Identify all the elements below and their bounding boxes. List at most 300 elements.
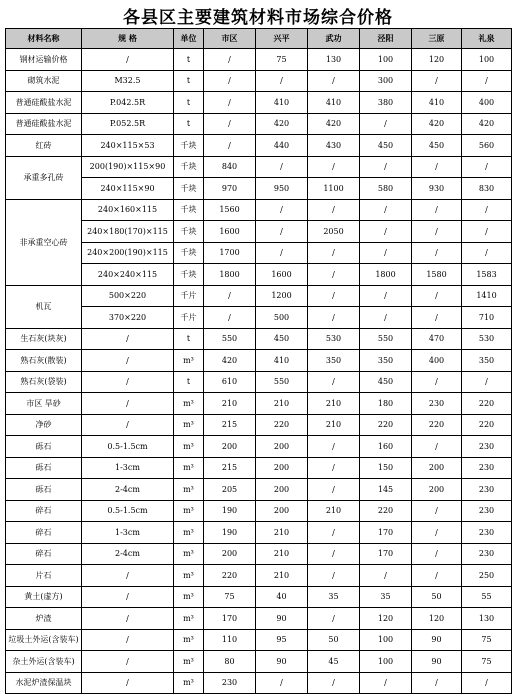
- price-cell: 90: [412, 651, 462, 673]
- unit-cell: m³: [174, 651, 204, 673]
- unit-cell: m³: [174, 608, 204, 630]
- column-header: 兴平: [256, 29, 308, 49]
- price-cell: 90: [256, 651, 308, 673]
- price-cell: /: [462, 242, 512, 264]
- price-cell: /: [462, 221, 512, 243]
- price-cell: 200: [204, 436, 256, 458]
- price-cell: /: [308, 543, 360, 565]
- spec-cell: /: [82, 350, 174, 372]
- price-cell: /: [360, 221, 412, 243]
- unit-cell: m³: [174, 457, 204, 479]
- price-cell: /: [412, 672, 462, 694]
- price-cell: 200: [256, 457, 308, 479]
- price-cell: /: [204, 135, 256, 157]
- price-cell: /: [308, 672, 360, 694]
- price-cell: 190: [204, 522, 256, 544]
- price-cell: 1600: [256, 264, 308, 286]
- price-cell: /: [308, 264, 360, 286]
- unit-cell: t: [174, 49, 204, 71]
- unit-cell: t: [174, 92, 204, 114]
- material-name-cell: 市区 旱砂: [6, 393, 82, 415]
- material-name-cell: 杂土外运(含装车): [6, 651, 82, 673]
- price-cell: 95: [256, 629, 308, 651]
- price-cell: 215: [204, 457, 256, 479]
- price-cell: /: [412, 371, 462, 393]
- table-row: [6, 242, 512, 264]
- price-cell: 1100: [308, 178, 360, 200]
- price-cell: 350: [462, 350, 512, 372]
- price-cell: 210: [308, 393, 360, 415]
- material-name-cell: 碎石: [6, 522, 82, 544]
- price-cell: 2050: [308, 221, 360, 243]
- spec-cell: 500×220: [82, 285, 174, 307]
- price-cell: /: [204, 307, 256, 329]
- price-cell: 400: [412, 350, 462, 372]
- price-cell: /: [308, 457, 360, 479]
- price-cell: /: [204, 70, 256, 92]
- price-cell: 230: [204, 672, 256, 694]
- price-cell: 220: [412, 414, 462, 436]
- price-cell: /: [462, 371, 512, 393]
- table-row: [6, 565, 512, 587]
- price-cell: 530: [462, 328, 512, 350]
- header-row: [6, 29, 512, 49]
- spec-cell: 240×200(190)×115: [82, 242, 174, 264]
- price-cell: 55: [462, 586, 512, 608]
- unit-cell: m³: [174, 500, 204, 522]
- price-cell: 150: [360, 457, 412, 479]
- material-name-cell: 熟石灰(袋装): [6, 371, 82, 393]
- price-cell: 130: [462, 608, 512, 630]
- unit-cell: 千片: [174, 285, 204, 307]
- spec-cell: 1-3cm: [82, 457, 174, 479]
- material-name-cell: 普通硅酸盐水泥: [6, 113, 82, 135]
- material-name-cell: 碎石: [6, 500, 82, 522]
- price-cell: 500: [256, 307, 308, 329]
- table-row: [6, 113, 512, 135]
- price-cell: 40: [256, 586, 308, 608]
- column-header: 礼泉: [462, 29, 512, 49]
- price-cell: 220: [462, 414, 512, 436]
- price-cell: /: [308, 479, 360, 501]
- price-cell: 35: [308, 586, 360, 608]
- material-name-cell: 砾石: [6, 436, 82, 458]
- price-cell: /: [308, 285, 360, 307]
- price-cell: /: [462, 70, 512, 92]
- price-cell: /: [412, 565, 462, 587]
- unit-cell: t: [174, 70, 204, 92]
- price-cell: 230: [462, 500, 512, 522]
- price-cell: 220: [462, 393, 512, 415]
- table-row: [6, 629, 512, 651]
- price-cell: /: [360, 672, 412, 694]
- price-cell: 950: [256, 178, 308, 200]
- table-row: [6, 586, 512, 608]
- unit-cell: m³: [174, 629, 204, 651]
- table-row: [6, 522, 512, 544]
- unit-cell: 千块: [174, 242, 204, 264]
- price-cell: 75: [462, 629, 512, 651]
- price-cell: 75: [204, 586, 256, 608]
- unit-cell: 千块: [174, 264, 204, 286]
- price-cell: 100: [360, 629, 412, 651]
- unit-cell: m³: [174, 436, 204, 458]
- page-title: 各县区主要建筑材料市场综合价格: [123, 8, 393, 28]
- price-cell: /: [462, 672, 512, 694]
- price-cell: /: [360, 242, 412, 264]
- spec-cell: 370×220: [82, 307, 174, 329]
- price-cell: /: [412, 543, 462, 565]
- price-cell: /: [412, 285, 462, 307]
- price-cell: 230: [462, 543, 512, 565]
- price-cell: 400: [462, 92, 512, 114]
- spec-cell: M32.5: [82, 70, 174, 92]
- material-name-cell: 砾石: [6, 479, 82, 501]
- table-row: [6, 500, 512, 522]
- price-cell: 580: [360, 178, 412, 200]
- price-cell: 230: [412, 393, 462, 415]
- table-row: [6, 135, 512, 157]
- spec-cell: /: [82, 565, 174, 587]
- price-cell: 50: [308, 629, 360, 651]
- price-cell: 1583: [462, 264, 512, 286]
- price-cell: 350: [360, 350, 412, 372]
- material-name-cell: 钢材运输价格: [6, 49, 82, 71]
- price-cell: 450: [412, 135, 462, 157]
- price-cell: 100: [360, 49, 412, 71]
- unit-cell: m³: [174, 479, 204, 501]
- spec-cell: 240×180(170)×115: [82, 221, 174, 243]
- table-body: [6, 49, 512, 694]
- price-cell: 230: [462, 522, 512, 544]
- column-header: 单位: [174, 29, 204, 49]
- column-header: 泾阳: [360, 29, 412, 49]
- price-cell: 210: [308, 414, 360, 436]
- price-cell: 420: [462, 113, 512, 135]
- price-cell: /: [360, 156, 412, 178]
- price-cell: 50: [412, 586, 462, 608]
- material-name-cell: 碎石: [6, 543, 82, 565]
- price-cell: 210: [256, 393, 308, 415]
- unit-cell: 千片: [174, 307, 204, 329]
- spec-cell: P.052.5R: [82, 113, 174, 135]
- price-cell: /: [308, 156, 360, 178]
- material-name-cell: 普通硅酸盐水泥: [6, 92, 82, 114]
- column-header: 武功: [308, 29, 360, 49]
- spec-cell: /: [82, 371, 174, 393]
- price-cell: /: [204, 285, 256, 307]
- spec-cell: /: [82, 586, 174, 608]
- price-cell: 410: [308, 92, 360, 114]
- price-cell: 90: [256, 608, 308, 630]
- table-row: [6, 328, 512, 350]
- table-row: [6, 350, 512, 372]
- table-row: [6, 393, 512, 415]
- table-row: [6, 307, 512, 329]
- price-cell: /: [462, 199, 512, 221]
- spec-cell: 200(190)×115×90: [82, 156, 174, 178]
- price-cell: 200: [256, 436, 308, 458]
- price-cell: 1560: [204, 199, 256, 221]
- column-header: 材料名称: [6, 29, 82, 49]
- table-row: [6, 414, 512, 436]
- price-cell: 450: [256, 328, 308, 350]
- price-cell: 75: [256, 49, 308, 71]
- price-cell: /: [256, 199, 308, 221]
- price-cell: 180: [360, 393, 412, 415]
- spec-cell: 240×115×90: [82, 178, 174, 200]
- price-cell: 45: [308, 651, 360, 673]
- price-cell: /: [412, 156, 462, 178]
- material-name-cell: 红砖: [6, 135, 82, 157]
- price-cell: /: [308, 608, 360, 630]
- price-cell: 550: [204, 328, 256, 350]
- unit-cell: 千块: [174, 135, 204, 157]
- material-name-cell: 机瓦: [6, 285, 82, 328]
- price-cell: 75: [462, 651, 512, 673]
- spec-cell: 0.5-1.5cm: [82, 436, 174, 458]
- spec-cell: 240×160×115: [82, 199, 174, 221]
- unit-cell: m³: [174, 350, 204, 372]
- price-cell: 220: [204, 565, 256, 587]
- table-row: [6, 92, 512, 114]
- price-cell: 560: [462, 135, 512, 157]
- price-cell: 1410: [462, 285, 512, 307]
- price-cell: 380: [360, 92, 412, 114]
- material-name-cell: 砾石: [6, 457, 82, 479]
- unit-cell: 千块: [174, 199, 204, 221]
- column-header: 市区: [204, 29, 256, 49]
- table-row: [6, 264, 512, 286]
- spec-cell: 1-3cm: [82, 522, 174, 544]
- price-cell: 1800: [360, 264, 412, 286]
- price-cell: /: [308, 70, 360, 92]
- table-header: [6, 29, 512, 49]
- material-name-cell: 非承重空心砖: [6, 199, 82, 285]
- price-cell: 420: [256, 113, 308, 135]
- price-cell: 410: [256, 92, 308, 114]
- table-row: [6, 672, 512, 694]
- price-cell: /: [360, 307, 412, 329]
- table-row: [6, 371, 512, 393]
- price-cell: 550: [256, 371, 308, 393]
- price-cell: 1580: [412, 264, 462, 286]
- price-cell: 410: [412, 92, 462, 114]
- unit-cell: m³: [174, 414, 204, 436]
- unit-cell: m³: [174, 393, 204, 415]
- price-cell: 450: [360, 371, 412, 393]
- column-header: 三原: [412, 29, 462, 49]
- price-cell: 210: [256, 543, 308, 565]
- price-cell: /: [308, 371, 360, 393]
- table-row: [6, 221, 512, 243]
- price-cell: 100: [462, 49, 512, 71]
- price-cell: /: [412, 436, 462, 458]
- price-cell: 420: [204, 350, 256, 372]
- spec-cell: /: [82, 328, 174, 350]
- price-cell: 200: [256, 479, 308, 501]
- price-cell: 220: [256, 414, 308, 436]
- price-cell: /: [308, 307, 360, 329]
- unit-cell: m³: [174, 522, 204, 544]
- spec-cell: 0.5-1.5cm: [82, 500, 174, 522]
- price-cell: 350: [308, 350, 360, 372]
- price-table: [5, 28, 512, 694]
- unit-cell: m³: [174, 543, 204, 565]
- price-cell: /: [412, 221, 462, 243]
- price-cell: /: [308, 522, 360, 544]
- price-cell: 210: [256, 565, 308, 587]
- price-cell: 190: [204, 500, 256, 522]
- price-cell: 970: [204, 178, 256, 200]
- price-cell: 170: [360, 522, 412, 544]
- spec-cell: 240×115×53: [82, 135, 174, 157]
- price-cell: 220: [360, 414, 412, 436]
- material-name-cell: 生石灰(块灰): [6, 328, 82, 350]
- column-header: 规 格: [82, 29, 174, 49]
- price-cell: 1600: [204, 221, 256, 243]
- price-cell: 440: [256, 135, 308, 157]
- spec-cell: /: [82, 49, 174, 71]
- price-cell: 550: [360, 328, 412, 350]
- price-cell: 220: [360, 500, 412, 522]
- price-cell: /: [256, 156, 308, 178]
- price-cell: /: [308, 436, 360, 458]
- table-row: [6, 178, 512, 200]
- price-cell: 80: [204, 651, 256, 673]
- price-cell: 200: [412, 479, 462, 501]
- price-cell: 610: [204, 371, 256, 393]
- spec-cell: /: [82, 629, 174, 651]
- price-cell: /: [256, 242, 308, 264]
- price-cell: /: [360, 565, 412, 587]
- table-row: [6, 49, 512, 71]
- price-cell: 145: [360, 479, 412, 501]
- price-cell: 830: [462, 178, 512, 200]
- price-cell: 120: [412, 49, 462, 71]
- price-cell: /: [308, 565, 360, 587]
- price-cell: 1800: [204, 264, 256, 286]
- price-cell: /: [360, 285, 412, 307]
- price-cell: 170: [360, 543, 412, 565]
- price-cell: 200: [256, 500, 308, 522]
- price-cell: 840: [204, 156, 256, 178]
- material-name-cell: 净砂: [6, 414, 82, 436]
- price-cell: /: [256, 221, 308, 243]
- price-cell: 1700: [204, 242, 256, 264]
- price-cell: /: [412, 307, 462, 329]
- price-cell: /: [256, 70, 308, 92]
- unit-cell: 千块: [174, 178, 204, 200]
- price-cell: 450: [360, 135, 412, 157]
- material-name-cell: 片石: [6, 565, 82, 587]
- spec-cell: 2-4cm: [82, 543, 174, 565]
- price-cell: /: [360, 113, 412, 135]
- material-name-cell: 砌筑水泥: [6, 70, 82, 92]
- price-cell: /: [412, 242, 462, 264]
- table-row: [6, 543, 512, 565]
- unit-cell: 千块: [174, 156, 204, 178]
- price-cell: 200: [204, 543, 256, 565]
- price-cell: 230: [462, 479, 512, 501]
- price-cell: 230: [462, 457, 512, 479]
- price-cell: 110: [204, 629, 256, 651]
- price-cell: 35: [360, 586, 412, 608]
- price-cell: /: [308, 199, 360, 221]
- spec-cell: /: [82, 393, 174, 415]
- price-cell: 430: [308, 135, 360, 157]
- material-name-cell: 垃圾土外运(含装车): [6, 629, 82, 651]
- price-cell: 210: [256, 522, 308, 544]
- table-row: [6, 436, 512, 458]
- price-cell: 215: [204, 414, 256, 436]
- price-cell: 300: [360, 70, 412, 92]
- material-name-cell: 承重多孔砖: [6, 156, 82, 199]
- table-row: [6, 156, 512, 178]
- spec-cell: P.042.5R: [82, 92, 174, 114]
- unit-cell: t: [174, 113, 204, 135]
- price-cell: /: [204, 49, 256, 71]
- price-cell: 710: [462, 307, 512, 329]
- spec-cell: /: [82, 608, 174, 630]
- price-cell: /: [462, 156, 512, 178]
- unit-cell: m³: [174, 586, 204, 608]
- spec-cell: /: [82, 672, 174, 694]
- price-cell: 210: [308, 500, 360, 522]
- price-cell: 90: [412, 629, 462, 651]
- material-name-cell: 熟石灰(散装): [6, 350, 82, 372]
- material-name-cell: 黄土(虚方): [6, 586, 82, 608]
- price-cell: 1200: [256, 285, 308, 307]
- price-cell: 130: [308, 49, 360, 71]
- price-cell: 410: [256, 350, 308, 372]
- price-cell: 120: [360, 608, 412, 630]
- table-row: [6, 608, 512, 630]
- unit-cell: m³: [174, 672, 204, 694]
- price-cell: /: [412, 199, 462, 221]
- price-cell: 250: [462, 565, 512, 587]
- table-row: [6, 199, 512, 221]
- price-cell: /: [412, 500, 462, 522]
- price-cell: /: [412, 70, 462, 92]
- price-cell: 120: [412, 608, 462, 630]
- unit-cell: t: [174, 371, 204, 393]
- unit-cell: t: [174, 328, 204, 350]
- price-cell: 420: [308, 113, 360, 135]
- price-cell: /: [204, 92, 256, 114]
- table-row: [6, 651, 512, 673]
- price-cell: 100: [360, 651, 412, 673]
- price-cell: 205: [204, 479, 256, 501]
- price-cell: 530: [308, 328, 360, 350]
- price-cell: /: [256, 672, 308, 694]
- table-row: [6, 285, 512, 307]
- material-name-cell: 炉渣: [6, 608, 82, 630]
- price-cell: /: [360, 199, 412, 221]
- price-cell: /: [412, 522, 462, 544]
- price-cell: 930: [412, 178, 462, 200]
- price-cell: /: [308, 242, 360, 264]
- spec-cell: /: [82, 414, 174, 436]
- material-name-cell: 水泥炉渣保温块: [6, 672, 82, 694]
- price-cell: 470: [412, 328, 462, 350]
- unit-cell: 千块: [174, 221, 204, 243]
- table-row: [6, 70, 512, 92]
- spec-cell: /: [82, 651, 174, 673]
- spec-cell: 2-4cm: [82, 479, 174, 501]
- price-cell: 170: [204, 608, 256, 630]
- price-cell: /: [204, 113, 256, 135]
